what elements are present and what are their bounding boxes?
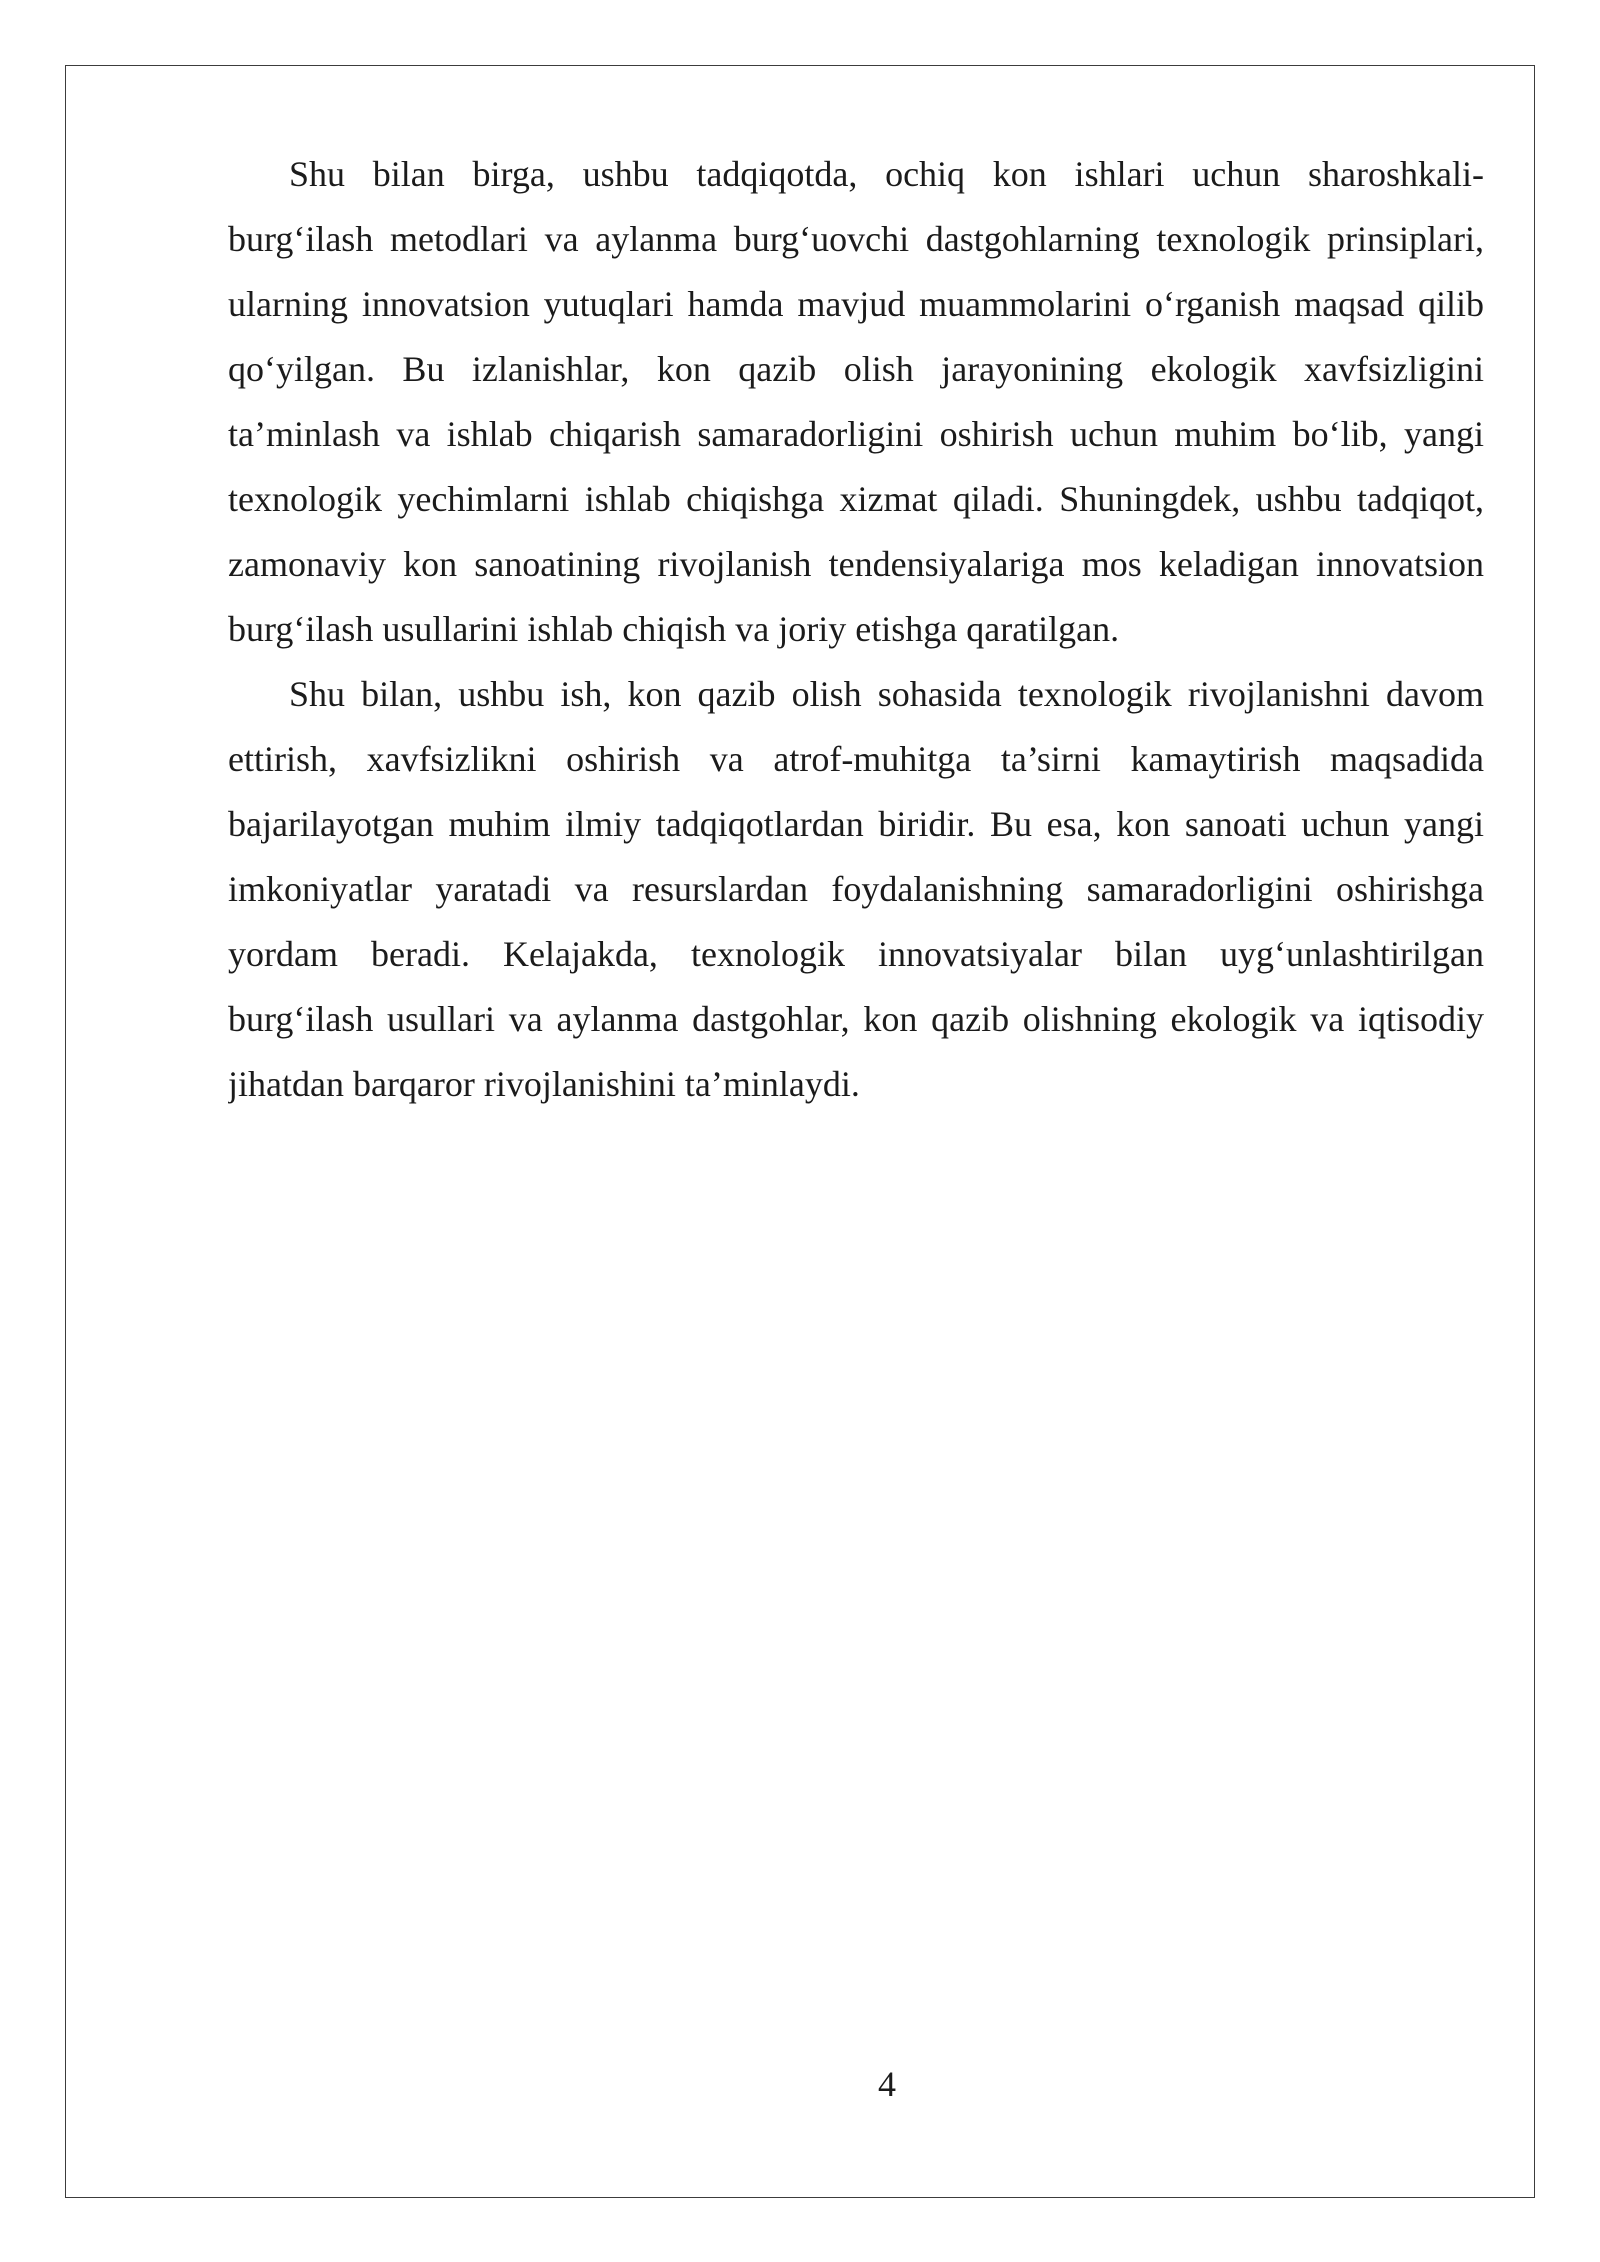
text-line: qo‘yilgan. Bu izlanishlar, kon qazib olish jarayonining ekologik xavfsizligini bbox=[228, 349, 1484, 389]
page-number: 4 bbox=[878, 2064, 896, 2104]
text-line: jihatdan barqaror rivojlanishini ta’minlaydi. bbox=[228, 1064, 860, 1104]
text-line: ularning innovatsion yutuqlari hamda mavjud muammolarini o‘rganish maqsad qilib bbox=[228, 284, 1484, 324]
text-line: burg‘ilash usullari va aylanma dastgohlar, kon qazib olishning ekologik va iqtisodiy bbox=[228, 999, 1484, 1039]
body-text bbox=[228, 142, 1484, 1117]
text-line: burg‘ilash metodlari va aylanma burg‘uovchi dastgohlarning texnologik prinsiplari, bbox=[228, 219, 1484, 259]
paragraph-1 bbox=[228, 142, 1484, 662]
text-line: bajarilayotgan muhim ilmiy tadqiqotlardan biridir. Bu esa, kon sanoati uchun yangi bbox=[228, 804, 1484, 844]
text-line: ta’minlash va ishlab chiqarish samaradorligini oshirish uchun muhim bo‘lib, yangi bbox=[228, 414, 1484, 454]
text-line: Shu bilan, ushbu ish, kon qazib olish sohasida texnologik rivojlanishni davom bbox=[289, 674, 1484, 714]
text-line: Shu bilan birga, ushbu tadqiqotda, ochiq kon ishlari uchun sharoshkali- bbox=[289, 154, 1484, 194]
paragraph-2 bbox=[228, 662, 1484, 1117]
text-line: imkoniyatlar yaratadi va resurslardan foydalanishning samaradorligini oshirishga bbox=[228, 869, 1484, 909]
text-line: burg‘ilash usullarini ishlab chiqish va joriy etishga qaratilgan. bbox=[228, 609, 1120, 649]
text-line: texnologik yechimlarni ishlab chiqishga xizmat qiladi. Shuningdek, ushbu tadqiqot, bbox=[228, 479, 1484, 519]
text-line: ettirish, xavfsizlikni oshirish va atrof-muhitga ta’sirni kamaytirish maqsadida bbox=[228, 739, 1484, 779]
text-line: yordam beradi. Kelajakda, texnologik innovatsiyalar bilan uyg‘unlashtirilgan bbox=[228, 934, 1484, 974]
text-line: zamonaviy kon sanoatining rivojlanish tendensiyalariga mos keladigan innovatsion bbox=[228, 544, 1484, 584]
